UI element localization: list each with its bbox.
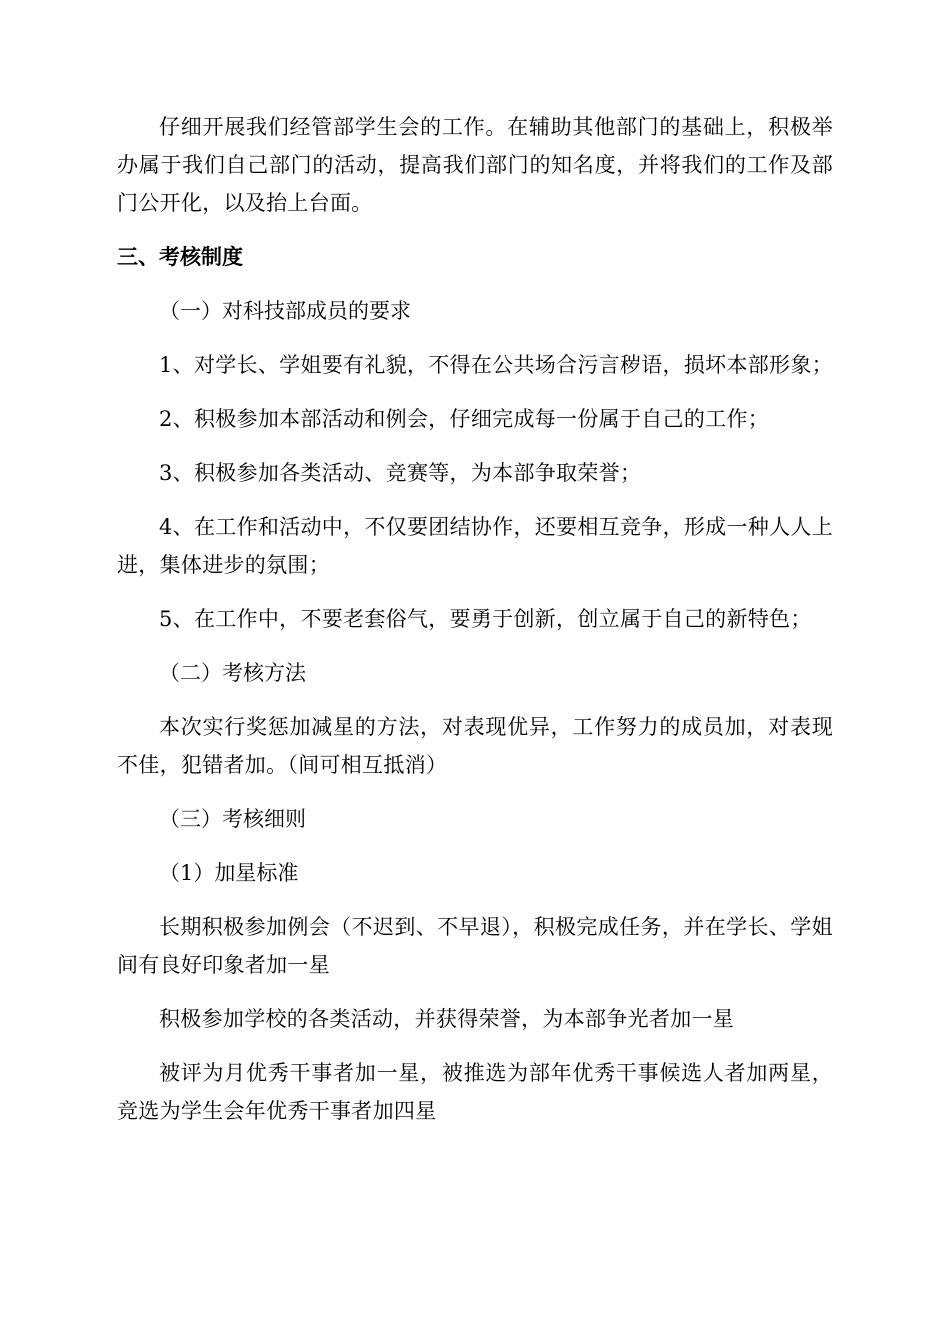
document-page [117,108,833,1146]
requirement-item-4: 4、在工作和活动中，不仅要团结协作，还要相互竞争，形成一种人人上进，集体进步的氛围； [117,515,833,577]
paragraph-method: 本次实行奖惩加减星的方法，对表现优异，工作努力的成员加，对表现不佳，犯错者加。（间可相互抵消） [117,715,833,777]
criteria-item-1: 长期积极参加例会（不迟到、不早退），积极完成任务，并在学长、学姐间有良好印象者加一星 [117,915,833,977]
subheading-assessment-method: （二）考核方法 [159,661,306,685]
paragraph-intro: 仔细开展我们经管部学生会的工作。在辅助其他部门的基础上，积极举办属于我们自己部门的活动，提高我们部门的知名度，并将我们的工作及部门公开化，以及抬上台面。 [117,115,833,215]
requirement-item-3: 3、积极参加各类活动、竞赛等，为本部争取荣誉； [159,461,642,485]
requirement-item-5: 5、在工作中，不要老套俗气，要勇于创新，创立属于自己的新特色； [159,607,812,631]
subheading-star-criteria: （1）加星标准 [159,861,299,885]
subheading-member-requirements: （一）对科技部成员的要求 [159,299,411,323]
criteria-item-2: 积极参加学校的各类活动，并获得荣誉，为本部争光者加一星 [159,1007,735,1031]
criteria-item-3: 被评为月优秀干事者加一星，被推选为部年优秀干事候选人者加两星，竞选为学生会年优秀干事者加四星 [117,1061,833,1123]
subheading-assessment-details: （三）考核细则 [159,807,306,831]
requirement-item-1: 1、对学长、学姐要有礼貌，不得在公共场合污言秽语，损坏本部形象； [159,353,833,377]
section-heading-assessment: 三、考核制度 [117,244,243,269]
requirement-item-2: 2、积极参加本部活动和例会，仔细完成每一份属于自己的工作； [159,407,770,431]
